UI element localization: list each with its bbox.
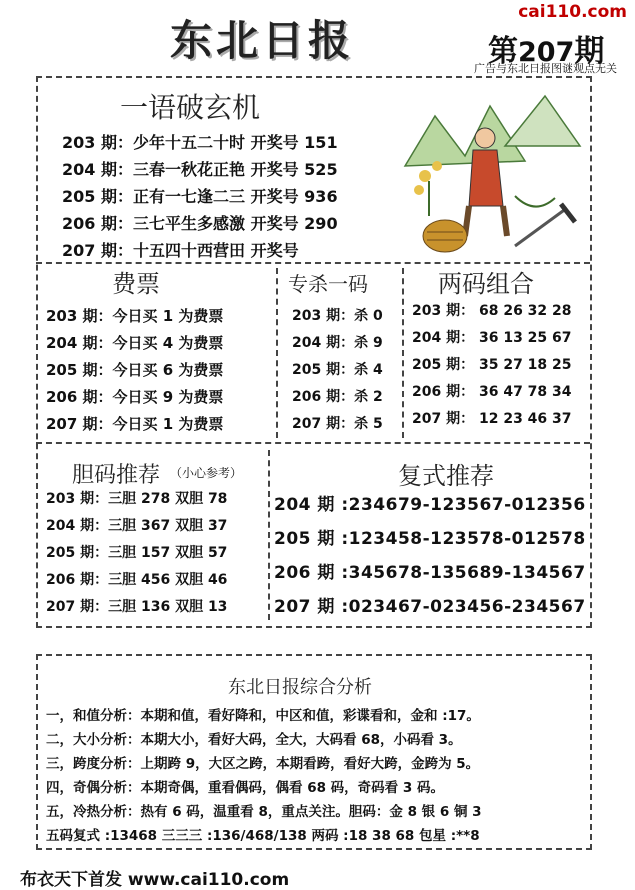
multi-divider bbox=[268, 450, 270, 620]
riddle-row bbox=[62, 238, 304, 261]
free-ticket-title: 费票 bbox=[112, 270, 160, 298]
two-code-row: 203 期： 68 26 32 28 bbox=[412, 303, 572, 319]
multi-issue: 204 期 bbox=[274, 495, 335, 515]
analysis-row: 一，和值分析：本期和值，看好降和，中区和值，彩谍看和，金和 :17。 bbox=[46, 708, 480, 724]
two-code-row: 206 期： 36 47 78 34 bbox=[412, 384, 572, 400]
issue-prefix: 第 bbox=[488, 34, 518, 69]
two-code-row: 205 期： 35 27 18 25 bbox=[412, 357, 572, 373]
kill-one-row: 203 期：杀 0 bbox=[292, 308, 383, 324]
footer-text[interactable]: 布衣天下首发 www.cai110.com bbox=[20, 870, 290, 890]
analysis-row: 五码复式 :13468 三三三 :136/468/138 两码 :18 38 68 包星 :**8 bbox=[46, 828, 480, 844]
multi-row bbox=[274, 524, 586, 549]
kill-one-title: 专杀一码 bbox=[288, 272, 368, 296]
bold-code-title: 胆码推荐 bbox=[72, 463, 161, 488]
riddle-label: 开奖号 bbox=[250, 160, 299, 179]
free-ticket-row: 206 期：今日买 9 为费票 bbox=[46, 388, 224, 406]
flower-plant-icon bbox=[414, 161, 442, 216]
riddle-issue: 204 期： bbox=[62, 160, 133, 179]
bold-code-row: 205 期：三胆 157 双胆 57 bbox=[46, 545, 228, 561]
two-code-row: 204 期： 36 13 25 67 bbox=[412, 330, 572, 346]
analysis-row: 三，跨度分析：上期跨 9，大区之跨，本期看跨，看好大跨，金跨为 5。 bbox=[46, 756, 480, 772]
free-ticket-row: 207 期：今日买 1 为费票 bbox=[46, 415, 224, 433]
two-code-title: 两码组合 bbox=[438, 270, 534, 298]
kill-one-row: 205 期：杀 4 bbox=[292, 362, 383, 378]
riddle-label: 开奖号 bbox=[250, 187, 299, 206]
basket-icon bbox=[423, 220, 467, 252]
riddle-num: 936 bbox=[304, 187, 338, 206]
multi-value: :345678-135689-134567 bbox=[341, 563, 586, 583]
analysis-row: 五，冷热分析：热有 6 码，温重看 8，重点关注。胆码：金 8 银 6 铜 3 bbox=[46, 804, 482, 820]
free-ticket-row: 204 期：今日买 4 为费票 bbox=[46, 334, 224, 352]
hoe-icon bbox=[515, 204, 575, 246]
kill-one-row: 207 期：杀 5 bbox=[292, 416, 383, 432]
riddle-issue: 203 期： bbox=[62, 133, 133, 152]
riddle-label: 开奖号 bbox=[250, 133, 299, 152]
kill-one-row: 204 期：杀 9 bbox=[292, 335, 383, 351]
multi-value: :023467-023456-234567 bbox=[341, 597, 586, 617]
multi-value: :234679-123567-012356 bbox=[341, 495, 586, 515]
two-code-row: 207 期： 12 23 46 37 bbox=[412, 411, 572, 427]
bold-code-note: （小心参考） bbox=[170, 466, 243, 480]
riddle-row bbox=[62, 130, 338, 153]
analysis-row: 四，奇偶分析：本期奇偶，重看偶码，偶看 68 码，奇码看 3 码。 bbox=[46, 780, 444, 796]
bold-code-row: 204 期：三胆 367 双胆 37 bbox=[46, 518, 228, 534]
riddle-text: 三春一秋花正艳 bbox=[132, 160, 245, 179]
multi-row bbox=[274, 592, 586, 617]
multi-row bbox=[274, 558, 586, 583]
kill-one-row: 206 期：杀 2 bbox=[292, 389, 383, 405]
riddle-num: 525 bbox=[304, 160, 338, 179]
free-ticket-row: 205 期：今日买 6 为费票 bbox=[46, 361, 224, 379]
multi-value: :123458-123578-012578 bbox=[341, 529, 586, 549]
riddle-text: 三七平生多感激 bbox=[132, 214, 245, 233]
riddle-row bbox=[62, 184, 338, 207]
riddle-title: 一语破玄机 bbox=[120, 91, 261, 124]
issue-suffix: 期 bbox=[574, 34, 605, 69]
site-url[interactable]: cai110.com bbox=[518, 2, 627, 22]
masthead-title: 东北日报 bbox=[170, 16, 355, 65]
riddle-row bbox=[62, 157, 338, 180]
bold-code-row: 203 期：三胆 278 双胆 78 bbox=[46, 491, 228, 507]
riddle-issue: 206 期： bbox=[62, 214, 133, 233]
disclaimer: 广告与东北日报图谜观点无关 bbox=[474, 62, 617, 75]
riddle-issue: 207 期： bbox=[62, 241, 133, 260]
riddle-text: 十五四十西营田 bbox=[132, 241, 245, 260]
riddle-row bbox=[62, 211, 338, 234]
issue-number: 207 bbox=[518, 37, 575, 68]
riddle-text: 少年十五二十时 bbox=[132, 133, 245, 152]
multi-issue: 206 期 bbox=[274, 563, 335, 583]
multi-row bbox=[274, 490, 586, 515]
riddle-issue: 205 期： bbox=[62, 187, 133, 206]
bold-code-row: 206 期：三胆 456 双胆 46 bbox=[46, 572, 228, 588]
analysis-title: 东北日报综合分析 bbox=[228, 677, 372, 698]
riddle-num: 290 bbox=[304, 214, 338, 233]
multi-issue: 207 期 bbox=[274, 597, 335, 617]
multi-title: 复式推荐 bbox=[398, 462, 494, 490]
farmer-illustration bbox=[395, 86, 585, 261]
riddle-label: 开奖号 bbox=[250, 241, 299, 260]
riddle-num: 151 bbox=[304, 133, 338, 152]
bold-code-row: 207 期：三胆 136 双胆 13 bbox=[46, 599, 228, 615]
section-divider bbox=[36, 442, 590, 444]
analysis-row: 二，大小分析：本期大小，看好大码，全大，大码看 68，小码看 3。 bbox=[46, 732, 462, 748]
free-ticket-row: 203 期：今日买 1 为费票 bbox=[46, 307, 224, 325]
riddle-text: 正有一七逢二三 bbox=[132, 187, 245, 206]
riddle-label: 开奖号 bbox=[250, 214, 299, 233]
multi-issue: 205 期 bbox=[274, 529, 335, 549]
